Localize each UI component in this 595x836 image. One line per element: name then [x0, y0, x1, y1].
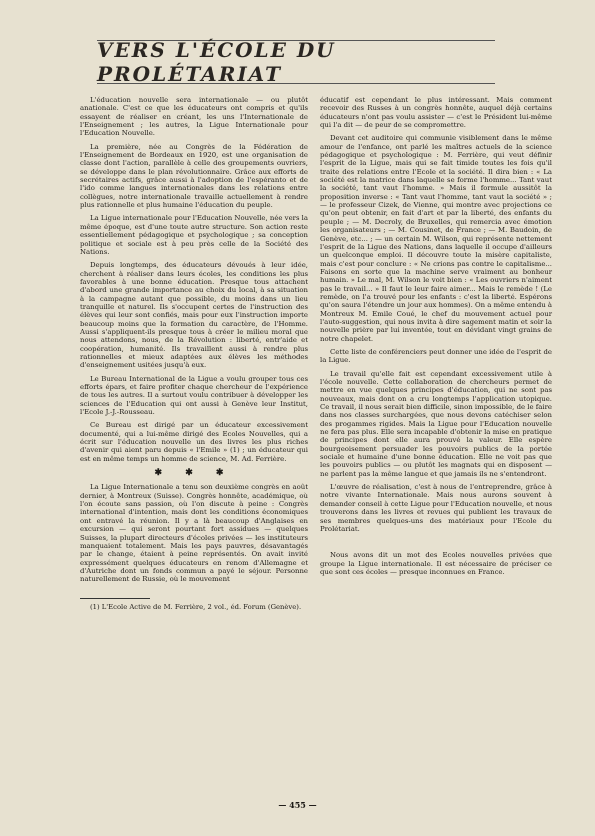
paragraph: L'œuvre de réalisation, c'est à nous de l'entreprendre, grâce à notre vivante Internationale. Mais nous aurons souvent à demander conseil à cette Ligue pour l'Education nouvelle, et nous trouverons dans les livres et revues qui publient les travaux de ses membres quelques-uns des matériaux pour l'Ecole du Prolétariat.: [320, 483, 552, 533]
title-banner: [97, 40, 495, 84]
paragraph: L'éducation nouvelle sera internationale — ou plutôt anationale. C'est ce que les éducateurs ont compris et qu'ils essayent de réaliser en créant, les uns l'Internationale de l'Enseignement ; les autres, la Ligue Internationale pour l'Education Nouvelle.: [80, 96, 308, 138]
paragraph: éducatif est cependant le plus intéressant. Mais comment recevoir des Russes à un congrès honnête, auquel déjà certains éducateurs n'ont pas voulu assister — c'est le Président lui-même qui l'a dit — de peur de se compromettre.: [320, 96, 552, 130]
paragraph: Devant cet auditoire qui communie visiblement dans le même amour de l'enfance, ont parlé les maîtres actuels de la science pédagogique et psychologique : M. Ferrière, qui veut définir l'esprit de la Ligue, mais qui se fait timide toutes les fois qu'il traite des relations entre l'Ecole et la société. Il dira bien : « La société est la matrice dans laquelle se forme l'homme... Tant vaut la société, tant vaut l'homme. » Mais il formule aussitôt la proposition inverse : « Tant vaut l'homme, tant vaut la société » ; — le professeur Cizek, de Vienne, qui montre avec projections ce qu'on peut obtenir, en fait d'art et par la liberté, des enfants du peuple ; — M. Decroly, de Bruxelles, qui remercia avec émotion les organisateurs ; — M. Cousinet, de France ; — M. Baudoin, de Genève, etc... ; — un certain M. Wilson, qui représente nettement l'esprit de la Ligue des Nations, dans laquelle il occupe d'ailleurs un quelconque emploi. Il découvre toute la misère capitaliste, mais c'est pour conclure : « Ne crions pas contre le capitalisme... Faisons en sorte que la machine serve vraiment au bonheur humain. » Le mal, M. Wilson le voit bien : « Les ouvriers n'aiment pas le travail... » Il faut le leur faire aimer... Mais le remède ! (Le remède, on l'a trouvé pour les enfants : c'est la liberté. Espérons qu'on saura l'étendre un jour aux hommes). On a même entendu à Montreux M. Emile Coué, le chef du mouvement actuel pour l'auto-suggestion, qui nous invita à dire sagement matin et soir la nouvelle prière par lui inventée, tout en dévidant vingt grains de notre chapelet.: [320, 134, 552, 343]
paragraph: La première, née au Congrès de la Fédération de l'Enseignement de Bordeaux en 1920, est une organisation de classe dont l'action, parallèle à celle des groupements ouvriers, se développe dans le plan révolutionnaire. Grâce aux efforts de secrétaires actifs, grâce aussi à l'adoption de l'espéranto et de l'ido comme langues internationales dans les relations entre collègues, notre internationale travaille actuellement à rendre plus rationnelle et plus humaine l'éducation du peuple.: [80, 142, 308, 210]
right-column-end: [320, 551, 552, 576]
paragraph: La Ligue internationale pour l'Education Nouvelle, née vers la même époque, est d'une toute autre structure. Son action reste essentiellement pédagogique et psychologique ; sa conception politique et sociale est à peu près celle de la Société des Nations.: [80, 214, 308, 256]
paragraph: La Ligue Internationale a tenu son deuxième congrès en août dernier, à Montreux (Suisse). Congrès honnête, académique, où l'on écoute sans passion, où l'on discute à peine : Congrès international d'intention, mais dont les conditions économiques ont entravé la réunion. Il y a là beaucoup d'Anglaises en excursion — qui seront pourtant fort assidues — quelques Suisses, la plupart directeurs d'écoles privées — les instituteurs manquaient totalement. Mais les pays pauvres, désavantagés par le change, étaient à peine représentés. On avait invité expressément quelques éducateurs en renom d'Allemagne et d'Autriche dont un fonds commun a payé le séjour. Personne naturellement de Russie, où le mouvement: [80, 483, 308, 584]
paragraph: Depuis longtemps, des éducateurs dévoués à leur idée, cherchent à réaliser dans leurs écoles, les conditions les plus favorables à une bonne éducation. Presque tous attachent d'abord une grande importance au choix du local, à sa situation à la campagne autant que possible, du moins dans un lieu tranquille et naturel. Ils s'occupent certes de l'instruction des élèves qui leur sont confiés, mais pour eux l'instruction importe beaucoup moins que la formation du caractère, de l'Homme. Aussi s'appliquent-ils presque tous à créer le milieu moral que nous attendons, nous, de la Révolution : liberté, entr'aide et coopération, humanité. Ils travaillent aussi à rendre plus rationnelles et mieux adaptées aux élèves les méthodes d'enseignement usitées jusqu'à eux.: [80, 261, 308, 370]
paragraph: Le Bureau International de la Ligue a voulu grouper tous ces efforts épars, et faire profiter chaque chercheur de l'expérience de tous les autres. Il a surtout voulu contribuer à développer les sciences de l'Education qui ont aussi à Genève leur Institut, l'Ecole J.-J.-Rousseau.: [80, 374, 308, 417]
paragraph: Le travail qu'elle fait est cependant excessivement utile à l'école nouvelle. Cette collaboration de chercheurs permet de mettre en vue quelques principes d'éducation, qui ne sont pas nouveaux, mais dont on a cru longtemps l'application utopique. Ce travail, il nous serait bien difficile, sinon impossible, de le faire dans nos classes surchargées, que nous devons catéchiser selon des progammes rigides. Mais la Ligue pour l'Education nouvelle ne fera pas plus. Elle sera incapable d'obtenir la mise en pratique de principes dont elle aura prouvé la valeur. Elle espère bourgeoisement persuader les pouvoirs publics de la portée sociale et humaine d'une bonne éducation. Elle ne voit pas que les pouvoirs publics — ou plutôt les magnats qui en disposent — ne parlent pas la même langue et que jamais ils ne s'entendront.: [320, 369, 552, 478]
left-column: [80, 96, 308, 616]
footnote: (1) L'Ecole Active de M. Ferrière, 2 vol., éd. Forum (Genève).: [90, 602, 302, 611]
paragraph: Ce Bureau est dirigé par un éducateur excessivement documenté, qui a lui-même dirigé des Ecoles Nouvelles, qui a écrit sur l'éducation nouvelle un des livres les plus riches d'avenir qui aient paru depuis « l'Emile » (1) ; un éducateur qui est en même temps un homme de science, M. Ad. Ferrière.: [80, 421, 308, 463]
footnote-divider: [80, 598, 150, 599]
right-column: [320, 96, 552, 581]
section-separator-stars: ✱ ✱ ✱: [154, 468, 234, 479]
paragraph: Cette liste de conférenciers peut donner une idée de l'esprit de la Ligue.: [320, 347, 552, 365]
paragraph: Nous avons dit un mot des Ecoles nouvelles privées que groupe la Ligue internationale. Il est nécessaire de préciser ce que sont ces écoles — presque inconnues en France.: [320, 551, 552, 576]
page-title: VERS L'ÉCOLE DU PROLÉTARIAT: [97, 38, 336, 86]
page-number: — 455 —: [278, 800, 317, 810]
